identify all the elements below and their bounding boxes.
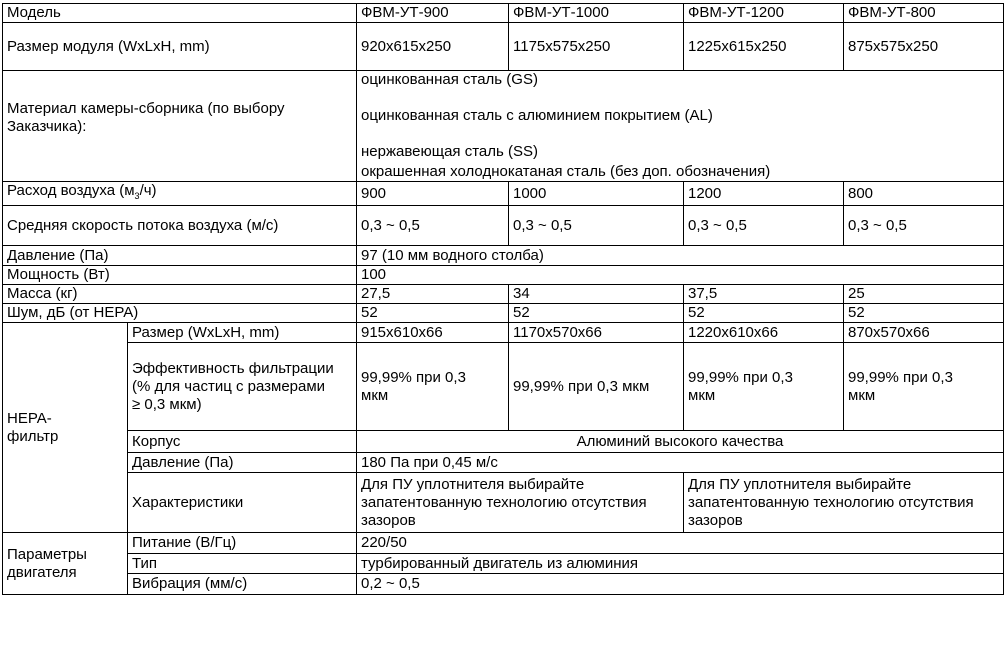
hepa-efficiency-3: 99,99% при 0,3 мкм [684, 343, 844, 431]
hepa-housing-label: Корпус [128, 431, 357, 453]
pressure-row [3, 246, 1004, 266]
airflow-3: 1200 [684, 182, 844, 206]
airflow-2: 1000 [509, 182, 684, 206]
motor-type-label: Тип [128, 554, 357, 574]
hepa-pressure-row [3, 453, 1004, 473]
power-label: Мощность (Вт) [3, 266, 357, 285]
material-label: Материал камеры-сборника (по выбору Заказчика): [3, 71, 357, 182]
hepa-size-1: 915x610x66 [357, 323, 509, 343]
model-2: ФВМ-УТ-1000 [509, 4, 684, 23]
hepa-efficiency-1: 99,99% при 0,3 мкм [357, 343, 509, 431]
material-option-gs: оцинкованная сталь (GS) [361, 71, 538, 88]
airflow-4: 800 [844, 182, 1004, 206]
power-value: 100 [357, 266, 1004, 285]
power-row [3, 266, 1004, 285]
model-4: ФВМ-УТ-800 [844, 4, 1004, 23]
model-1: ФВМ-УТ-900 [357, 4, 509, 23]
module-size-2: 1175x575x250 [509, 23, 684, 71]
module-size-label: Размер модуля (WxLxH, mm) [3, 23, 357, 71]
airflow-1: 900 [357, 182, 509, 206]
velocity-2: 0,3 ~ 0,5 [509, 206, 684, 246]
header-model-label: Модель [3, 4, 357, 23]
hepa-size-3: 1220x610x66 [684, 323, 844, 343]
pressure-label: Давление (Па) [3, 246, 357, 266]
velocity-4: 0,3 ~ 0,5 [844, 206, 1004, 246]
noise-2: 52 [509, 304, 684, 323]
hepa-housing-value: Алюминий высокого качества [357, 431, 1004, 453]
hepa-pressure-value: 180 Па при 0,45 м/с [357, 453, 1004, 473]
hepa-efficiency-4: 99,99% при 0,3 мкм [844, 343, 1004, 431]
material-option-painted: окрашенная холоднокатаная сталь (без доп. обозначения) [361, 163, 771, 180]
mass-row [3, 285, 1004, 304]
mass-2: 34 [509, 285, 684, 304]
material-options [357, 71, 1004, 182]
noise-row [3, 304, 1004, 323]
motor-vibration-value: 0,2 ~ 0,5 [357, 574, 1004, 595]
noise-1: 52 [357, 304, 509, 323]
noise-3: 52 [684, 304, 844, 323]
hepa-size-row [3, 323, 1004, 343]
motor-group-label: Параметры двигателя [3, 533, 128, 595]
motor-supply-value: 220/50 [357, 533, 1004, 554]
velocity-1: 0,3 ~ 0,5 [357, 206, 509, 246]
hepa-efficiency-label: Эффективность фильтрации (% для частиц с размерами ≥ 0,3 мкм) [128, 343, 357, 431]
hepa-housing-row [3, 431, 1004, 453]
airflow-row [3, 182, 1004, 206]
module-size-row [3, 23, 1004, 71]
material-option-al: оцинкованная сталь с алюминием покрытием (AL) [361, 107, 713, 124]
hepa-size-4: 870x570x66 [844, 323, 1004, 343]
hepa-features-label: Характеристики [128, 473, 357, 533]
motor-supply-label: Питание (В/Гц) [128, 533, 357, 554]
hepa-features-2: Для ПУ уплотнителя выбирайте запатентованную технологию отсутствия зазоров [684, 473, 1004, 533]
module-size-4: 875x575x250 [844, 23, 1004, 71]
hepa-pressure-label: Давление (Па) [128, 453, 357, 473]
mass-label: Масса (кг) [3, 285, 357, 304]
mass-3: 37,5 [684, 285, 844, 304]
hepa-size-2: 1170x570x66 [509, 323, 684, 343]
noise-4: 52 [844, 304, 1004, 323]
motor-supply-row [3, 533, 1004, 554]
module-size-3: 1225x615x250 [684, 23, 844, 71]
module-size-1: 920x615x250 [357, 23, 509, 71]
velocity-3: 0,3 ~ 0,5 [684, 206, 844, 246]
hepa-efficiency-2: 99,99% при 0,3 мкм [509, 343, 684, 431]
pressure-value: 97 (10 мм водного столба) [357, 246, 1004, 266]
header-row [3, 4, 1004, 23]
spec-table [2, 3, 1004, 595]
motor-type-row [3, 554, 1004, 574]
velocity-row [3, 206, 1004, 246]
motor-type-value: турбированный двигатель из алюминия [357, 554, 1004, 574]
hepa-efficiency-row [3, 343, 1004, 431]
velocity-label: Средняя скорость потока воздуха (м/с) [3, 206, 357, 246]
hepa-features-1: Для ПУ уплотнителя выбирайте запатентованную технологию отсутствия зазоров [357, 473, 684, 533]
motor-vibration-label: Вибрация (мм/с) [128, 574, 357, 595]
airflow-label: Расход воздуха $(м_3/ч)$ [3, 182, 357, 206]
hepa-group-label: HEPA-фильтр [3, 323, 128, 533]
material-row [3, 71, 1004, 182]
material-option-ss: нержавеющая сталь (SS) [361, 143, 538, 160]
noise-label: Шум, дБ (от HEPA) [3, 304, 357, 323]
mass-1: 27,5 [357, 285, 509, 304]
hepa-size-label: Размер (WxLxH, mm) [128, 323, 357, 343]
model-3: ФВМ-УТ-1200 [684, 4, 844, 23]
motor-vibration-row [3, 574, 1004, 595]
mass-4: 25 [844, 285, 1004, 304]
hepa-features-row [3, 473, 1004, 533]
